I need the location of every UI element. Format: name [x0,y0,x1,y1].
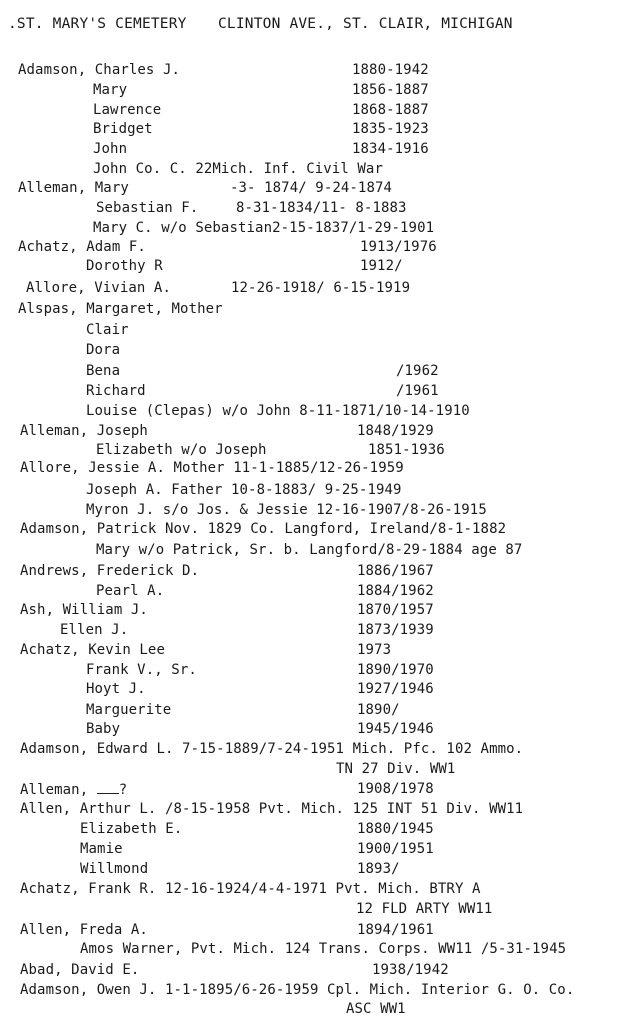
entry-dates: 1868-1887 [352,102,429,118]
entry-text: John [93,141,128,157]
entry-text: Amos Warner, Pvt. Mich. 124 Trans. Corps. WW11 /5-31-1945 [80,941,567,957]
entry-text: Lawrence [93,102,162,118]
entry-dates: 12-26-1918/ 6-15-1919 [231,280,411,296]
entry-dates: 1927/1946 [357,681,434,697]
entry-text: Ellen J. [60,622,129,638]
entry-text: John Co. C. 22Mich. Inf. Civil War [93,161,383,177]
entry-text: Adamson, Charles J. [18,62,181,78]
cemetery-location: CLINTON AVE., ST. CLAIR, MICHIGAN [218,16,513,32]
entry-text: Dorothy R [86,258,163,274]
entry-dates: /1962 [396,363,439,379]
entry-text: Abad, David E. [20,962,140,978]
entry-text: Baby [86,721,121,737]
entry-text: Pearl A. [96,583,165,599]
unknown-given-name: ? [118,782,128,798]
entry-text: Alleman, Joseph [20,423,148,439]
entry-text: Mary C. w/o Sebastian2-15-1837/1-29-1901 [93,220,435,236]
entry-dates: 1856-1887 [352,82,429,98]
entry-text: Allore, Jessie A. Mother 11-1-1885/12-26-1959 [20,460,404,476]
entry-text: Allen, Freda A. [20,922,148,938]
entry-dates: 1848/1929 [357,423,434,439]
entry-dates: 1938/1942 [372,962,449,978]
entry-text: Ash, William J. [20,602,148,618]
entry-text: Bridget [93,121,153,137]
entry-text: Dora [86,342,121,358]
entry-dates: -3- 1874/ 9-24-1874 [230,180,393,196]
entry-surname: Alleman, [20,782,97,798]
entry-text: ASC WW1 [346,1001,406,1017]
entry-dates: 1835-1923 [352,121,429,137]
entry-dates: 1900/1951 [357,841,434,857]
entry-dates: 1890/ [357,702,400,718]
entry-text: Allore, Vivian A. [26,280,171,296]
blank-line [97,780,119,794]
entry-dates: 1908/1978 [357,781,434,797]
entry-text: Alspas, Margaret, Mother [18,301,223,317]
entry-text: Elizabeth E. [80,821,183,837]
entry-dates: 1893/ [357,861,400,877]
entry-text: Myron J. s/o Jos. & Jessie 12-16-1907/8-26-1915 [86,502,487,518]
entry-text: Frank V., Sr. [86,662,197,678]
entry-text: Adamson, Owen J. 1-1-1895/6-26-1959 Cpl. Mich. Interior G. O. Co. [20,982,575,998]
entry-text: 12 FLD ARTY WW11 [356,901,493,917]
entry-text: Mamie [80,841,123,857]
cemetery-name: .ST. MARY'S CEMETERY [8,16,187,32]
entry-text: Allen, Arthur L. /8-15-1958 Pvt. Mich. 125 INT 51 Div. WW11 [20,801,524,817]
entry-dates: 8-31-1834/11- 8-1883 [236,200,407,216]
entry-text: Richard [86,383,146,399]
entry-dates: 1870/1957 [357,602,434,618]
entry-text: Bena [86,363,121,379]
entry-text: Willmond [80,861,149,877]
entry-text: TN 27 Div. WW1 [336,761,456,777]
entry-dates: 1851-1936 [368,442,445,458]
entry-text: Mary [93,82,128,98]
entry-text: Marguerite [86,702,172,718]
entry-text: Adamson, Edward L. 7-15-1889/7-24-1951 Mich. Pfc. 102 Ammo. [20,741,524,757]
entry-dates: 1912/ [360,258,403,274]
entry-text: Joseph A. Father 10-8-1883/ 9-25-1949 [86,482,402,498]
entry-dates: 1945/1946 [357,721,434,737]
entry-text: Achatz, Kevin Lee [20,642,165,658]
entry-dates: 1873/1939 [357,622,434,638]
entry-text: Hoyt J. [86,681,146,697]
entry-text: Adamson, Patrick Nov. 1829 Co. Langford, Ireland/8-1-1882 [20,521,507,537]
entry-dates: 1880-1942 [352,62,429,78]
entry-dates: /1961 [396,383,439,399]
entry-dates: 1886/1967 [357,563,434,579]
entry-text: Andrews, Frederick D. [20,563,200,579]
entry-text: Mary w/o Patrick, Sr. b. Langford/8-29-1884 age 87 [96,542,523,558]
entry-text: Alleman, Mary [18,180,129,196]
entry-text: Louise (Clepas) w/o John 8-11-1871/10-14-1910 [86,403,470,419]
entry-text: Sebastian F. [96,200,199,216]
entry-text [20,780,127,799]
entry-text: Clair [86,322,129,338]
entry-dates: 1880/1945 [357,821,434,837]
entry-text: Elizabeth w/o Joseph [96,442,267,458]
entry-dates: 1913/1976 [360,239,437,255]
entry-dates: 1884/1962 [357,583,434,599]
entry-dates: 1894/1961 [357,922,434,938]
entry-dates: 1834-1916 [352,141,429,157]
entry-text: Achatz, Adam F. [18,239,146,255]
entry-dates: 1973 [357,642,392,658]
entry-text: Achatz, Frank R. 12-16-1924/4-4-1971 Pvt. Mich. BTRY A [20,881,481,897]
entry-dates: 1890/1970 [357,662,434,678]
